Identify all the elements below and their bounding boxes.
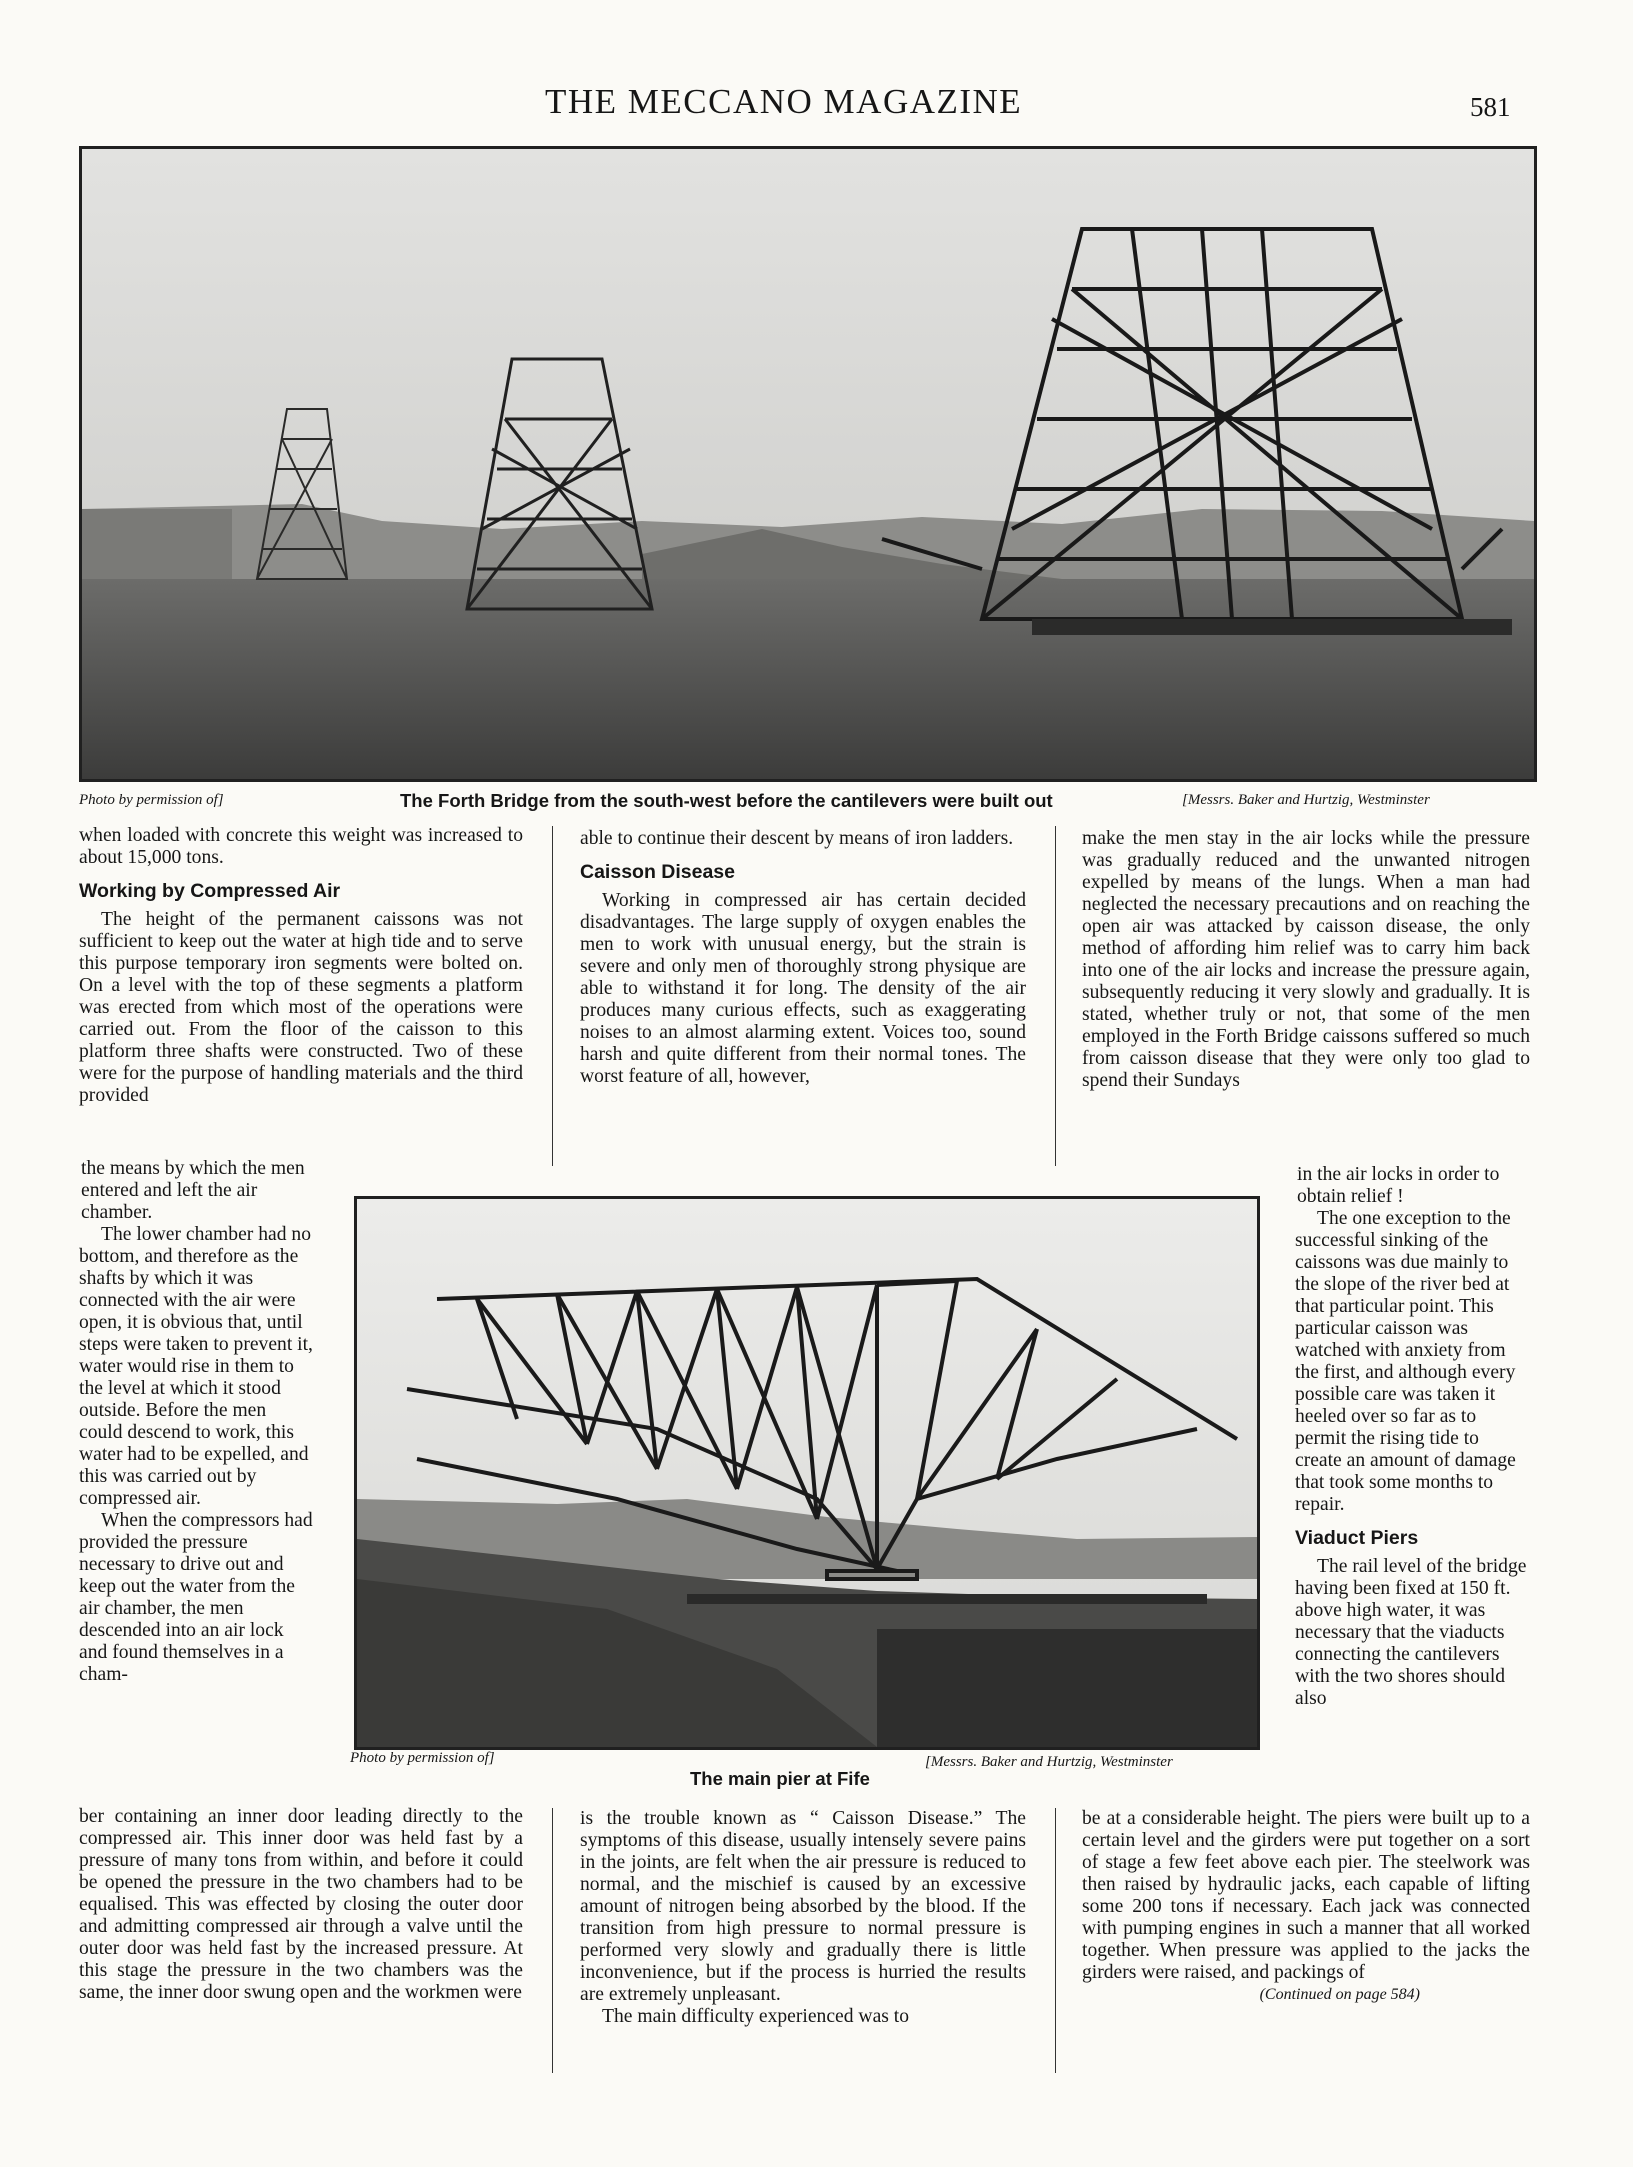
col1-narrow-paragraph-2: The lower chamber had no bottom, and therefore as the shafts by which it was connected with the air were open, it is obvious that, until steps were taken to prevent it, water would rise in them to the level at which it stood outside. Before the men could descend to work, this water had to be expelled, and this was carried out by compressed air. bbox=[79, 1224, 313, 1509]
col1-narrow-paragraph: the means by which the men entered and left the air chamber. bbox=[81, 1158, 305, 1223]
col1-narrow-paragraph-3: When the compressors had provided the pressure necessary to drive out and keep out the water from the air chamber, the men descended into an air lock and found themselves in a cham- bbox=[79, 1510, 313, 1685]
forth-bridge-photo bbox=[79, 146, 1537, 782]
col3-narrow-paragraph-3: The rail level of the bridge having been fixed at 150 ft. above high water, it was necessary that the viaducts connecting the cantilevers with the two shores should also bbox=[1295, 1556, 1527, 1709]
col2-continued-text: able to continue their descent by means of iron ladders. bbox=[580, 828, 1014, 849]
column-1-bottom bbox=[79, 1806, 523, 2004]
column-rule-2 bbox=[1055, 826, 1056, 1166]
column-3-narrow bbox=[1295, 1164, 1530, 1710]
col3-narrow-paragraph: in the air locks in order to obtain relief ! bbox=[1297, 1164, 1500, 1207]
main-pier-photo bbox=[354, 1196, 1260, 1750]
main-pier-photo-image bbox=[357, 1199, 1257, 1747]
figure1-caption: The Forth Bridge from the south-west before the cantilevers were built out bbox=[400, 790, 1053, 811]
col1-bottom-paragraph: ber containing an inner door leading directly to the compressed air. This inner door was held fast by a pressure of many tons from within, and before it could be opened the pressure in the two chambers had to be equalised. This was effected by closing the outer door and admitting compressed air through a valve until the outer door was held fast by the increased pressure. At this stage the pressure in the two chambers was the same, the inner door swung open and the workmen were bbox=[79, 1806, 523, 2003]
figure2-caption: The main pier at Fife bbox=[690, 1768, 870, 1789]
col2-bottom-paragraph: is the trouble known as “ Caisson Disease.” The symptoms of this disease, usually intensely severe pains in the joints, are felt when the air pressure is reduced to normal, and the mischief is caused by an excessive amount of nitrogen being absorbed by the blood. If the transition from high pressure to normal pressure is performed very slowly and gradually there is little inconvenience, but if the process is hurried the results are extremely unpleasant. bbox=[580, 1808, 1026, 2005]
figure1-credit-left: Photo by permission of] bbox=[79, 792, 224, 808]
figure1-credit-right: [Messrs. Baker and Hurtzig, Westminster bbox=[1182, 792, 1430, 808]
page-number: 581 bbox=[1470, 92, 1511, 122]
forth-bridge-photo-image bbox=[82, 149, 1534, 779]
col3-narrow-paragraph-2: The one exception to the successful sinking of the caissons was due mainly to the slope of the river bed at that particular point. This particular caisson was watched with anxiety from the first, and although every possible care was taken it heeled over so far as to permit the rising tide to create an amount of damage that took some months to repair. bbox=[1295, 1208, 1516, 1515]
col2-paragraph: Working in compressed air has certain decided disadvantages. The large supply of oxygen enables the men to work with unusual energy, but the strain is severe and only men of thoroughly strong physique are able to withstand it for long. The density of the air produces many curious effects, such as exaggerating noises to an almost alarming extent. Voices too, sound harsh and quite different from their normal tones. The worst feature of all, however, bbox=[580, 890, 1026, 1087]
column-rule-1 bbox=[552, 826, 553, 1166]
column-1-top bbox=[79, 825, 523, 1107]
col3-bottom-paragraph: be at a considerable height. The piers were built up to a certain level and the girders were put together on a sort of stage a few feet above each pier. The steelwork was then raised by hydraulic jacks, each capable of lifting some 200 tons if necessary. Each jack was connected with pumping engines in such a manner that all worked together. When pressure was applied to the jacks the girders were raised, and packings of bbox=[1082, 1808, 1530, 1983]
heading-working-by-compressed-air: Working by Compressed Air bbox=[79, 880, 341, 902]
column-2-top bbox=[580, 828, 1026, 1088]
col2-bottom-paragraph-2: The main difficulty experienced was to bbox=[602, 2006, 910, 2027]
column-3-top bbox=[1082, 828, 1530, 1092]
column-1-narrow bbox=[79, 1158, 313, 1686]
col1-paragraph: The height of the permanent caissons was not sufficient to keep out the water at high tide and to serve this purpose temporary iron segments were bolted on. On a level with the top of these segments a platform was erected from which most of the operations were carried out. From the floor of the caisson to this platform three shafts were constructed. Two of these were for the purpose of handling materials and the third provided bbox=[79, 909, 523, 1106]
magazine-title: THE MECCANO MAGAZINE bbox=[545, 82, 1023, 121]
continued-note: (Continued on page 584) bbox=[1259, 1986, 1420, 2003]
column-rule-4 bbox=[1055, 1808, 1056, 2073]
column-3-bottom bbox=[1082, 1808, 1530, 2006]
heading-viaduct-piers: Viaduct Piers bbox=[1295, 1527, 1419, 1549]
figure2-credit-right: [Messrs. Baker and Hurtzig, Westminster bbox=[925, 1754, 1173, 1770]
col1-continued-text: when loaded with concrete this weight was increased to about 15,000 tons. bbox=[79, 825, 523, 868]
figure2-credit-left: Photo by permission of] bbox=[350, 1750, 495, 1766]
column-rule-3 bbox=[552, 1808, 553, 2073]
col3-paragraph: make the men stay in the air locks while the pressure was gradually reduced and the unwanted nitrogen expelled by means of the lungs. When a man had neglected the necessary precautions and on reaching the open air was attacked by caisson disease, the only method of affording him relief was to carry him back into one of the air locks and increase the pressure again, subsequently reducing it very slowly and gradually. It is stated, whether truly or not, that some of the men employed in the Forth Bridge caissons suffered so much from caisson disease that they were only too glad to spend their Sundays bbox=[1082, 828, 1530, 1091]
heading-caisson-disease: Caisson Disease bbox=[580, 861, 736, 883]
column-2-bottom bbox=[580, 1808, 1026, 2028]
